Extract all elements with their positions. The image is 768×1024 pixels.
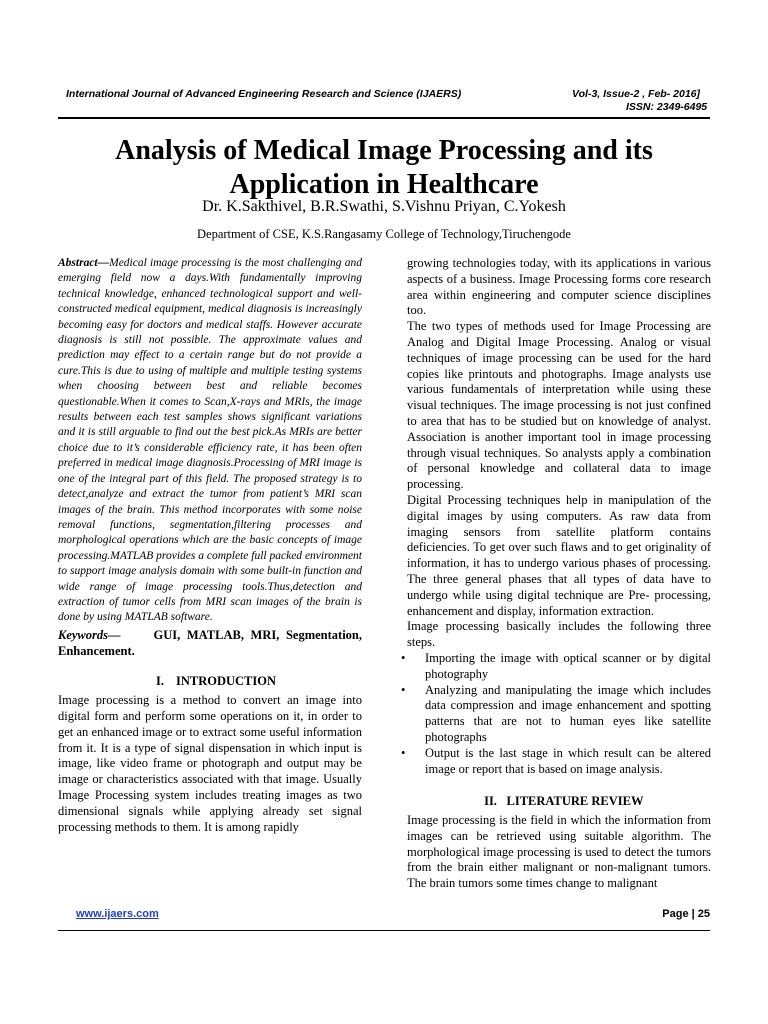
header-rule xyxy=(58,117,710,119)
intro-paragraph-2: The two types of methods used for Image Processing are Analog and Digital Image Processing. Analog or visual techniques of image processing can be used for the hard copies like printouts and photographs. Image analysts use various fundamentals of interpretation while using these visual techniques. The image processing is not just confined to area that has to be studied but on knowledge of analyst. Association is another important tool in image processing through visual techniques. So analysts apply a combination of personal knowledge and collateral data to image processing. xyxy=(407,319,711,492)
department: Department of CSE, K.S.Rangasamy College of Technology,Tiruchengode xyxy=(197,227,571,241)
section-2-title: LITERATURE REVIEW xyxy=(506,794,644,809)
journal-name: International Journal of Advanced Engineering Research and Science (IJAERS) xyxy=(66,88,462,100)
title-line-1: Analysis of Medical Image Processing and its xyxy=(115,135,653,166)
section-1-title: INTRODUCTION xyxy=(175,674,276,689)
authors: Dr. K.Sakthivel, B.R.Swathi, S.Vishnu Priyan, C.Yokesh xyxy=(202,198,566,215)
section-2-heading xyxy=(407,794,711,810)
intro-paragraph-3: Digital Processing techniques help in manipulation of the digital images by using computers. As raw data from imaging sensors from satellite platform contains deficiencies. To get over such flaws and to get originality of information, it has to undergo various phases of processing. The three general phases that all types of data have to undergo while using digital technique are Pre- processing, enhancement and display, information extraction. xyxy=(407,492,711,618)
keywords xyxy=(58,628,362,660)
left-column xyxy=(58,256,362,835)
footer-rule xyxy=(58,930,710,931)
keywords-text: GUI, MATLAB, MRI, Segmentation, Enhancement. xyxy=(58,627,363,658)
keywords-label: Keywords— xyxy=(58,627,121,642)
right-column xyxy=(407,256,711,892)
paper-title xyxy=(40,134,728,202)
steps-list xyxy=(407,651,711,777)
issn: ISSN: 2349-6495 xyxy=(626,101,708,113)
page-number: Page | 25 xyxy=(662,908,710,920)
section-1-number: I. xyxy=(155,674,164,689)
section-2-number: II. xyxy=(484,794,497,809)
intro-paragraph-4: Image processing basically includes the following three steps. xyxy=(407,619,711,650)
list-item: • Importing the image with optical scanner or by digital photography xyxy=(407,651,711,683)
list-item: • Output is the last stage in which result can be altered image or report that is based on image analysis. xyxy=(407,746,711,778)
title-line-2: Application in Healthcare xyxy=(229,169,539,200)
abstract-label: Abstract— xyxy=(58,257,110,269)
section-2-text: Image processing is the field in which the information from images can be retrieved using suitable algorithm. The morphological image processing is used to detect the tumors from the brain either malignant or non-malignant tumors. The brain tumors some times change to malignant xyxy=(407,813,711,891)
list-item: • Analyzing and manipulating the image which includes data compression and image enhancement and spotting patterns that are not to human eyes like satellite photographs xyxy=(407,683,711,746)
journal-website-link[interactable]: www.ijaers.com xyxy=(76,908,159,920)
volume-info: Vol-3, Issue-2 , Feb- 2016] xyxy=(572,88,700,100)
intro-paragraph-1: growing technologies today, with its applications in various aspects of a business. Image Processing forms core research area within engineering and computer science disciplines too. xyxy=(407,256,711,318)
section-1-text: Image processing is a method to convert an image into digital form and perform some operations on it, in order to get an enhanced image or to extract some useful information from it. It is a type of signal dispensation in which input is image, like video frame or photograph and output may be image or characteristics associated with that image. Usually Image Processing system includes treating images as two dimensional signals while applying already set signal processing methods to them. It is among rapidly xyxy=(58,693,362,834)
section-1-heading xyxy=(58,674,362,690)
abstract-text: Medical image processing is the most challenging and emerging field now a days.With fundamentally improving technical knowledge, enhanced technological support and well-constructed medical equipment, medical diagnosis is increasingly becoming easy for doctors and medical staffs. However accurate diagnosis is still not possible. The approximate values and prediction may effect to a certain range but do not provide a cure.This is due to using of multiple and multiple testing systems when choosing between best and reliable becomes questionable.When it comes to Scan,X-rays and MRIs, the image results between each test samples shows significant variations and it is still arguable to find out the best pick.As MRIs are better choice due to it’s considerable efficiency rate, it has been often preferred in medical image diagnosis.Processing of MRI image is one of the integral part of this field. The proposed strategy is to detect,analyze and extract the tumor from patient’s MRI scan images of the brain. This method incorporates with some noise removal functions, segmentation,filtering processes and morphological operations which are the basic concepts of image processing.MATLAB provides a complete full packed environment to support image analysis domain with some built-in function and wide range of image processing tools.Thus,detection and extraction of tumor cells from MRI scan images of the brain is done by using MATLAB software. xyxy=(58,257,362,624)
abstract xyxy=(58,256,362,626)
